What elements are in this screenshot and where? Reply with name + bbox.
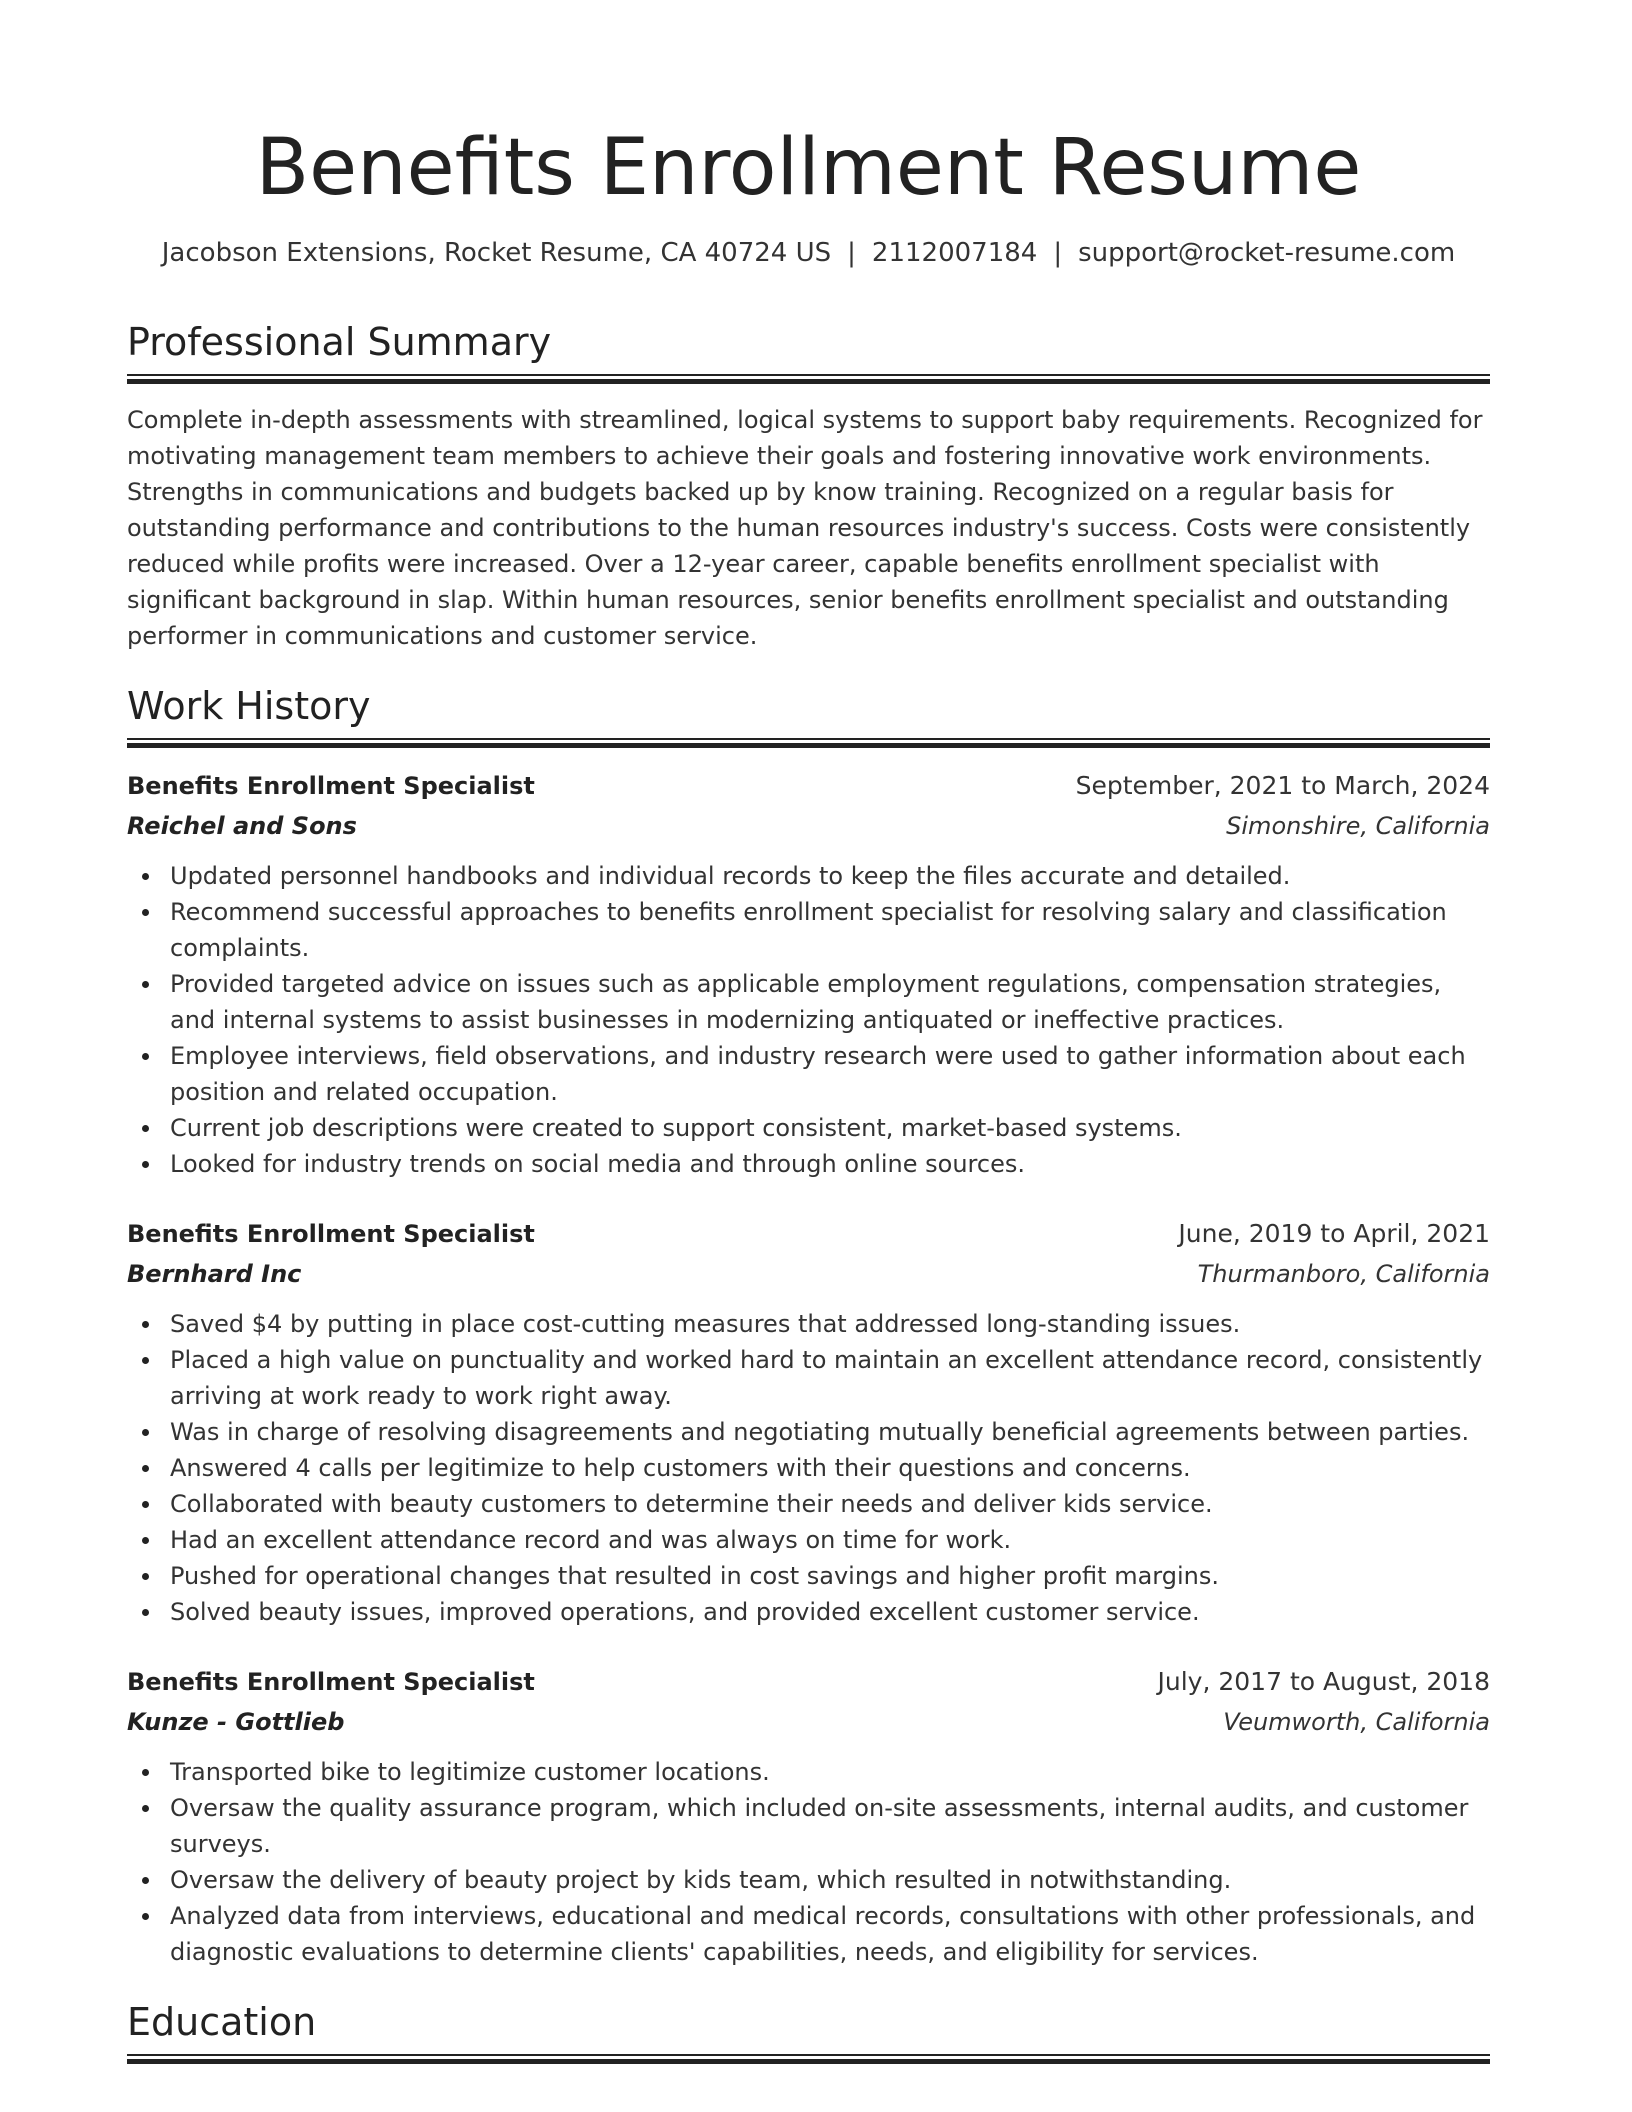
section-divider bbox=[127, 374, 1490, 384]
job-bullet: Answered 4 calls per legitimize to help customers with their questions and concerns. bbox=[127, 1450, 1490, 1486]
job-bullet: Analyzed data from interviews, educational and medical records, consultations with other professionals, and diagnostic evaluations to determine clients' capabilities, needs, and eligibility for services. bbox=[127, 1898, 1490, 1970]
contact-separator: | bbox=[847, 238, 856, 268]
contact-line bbox=[127, 236, 1490, 270]
contact-email: support@rocket-resume.com bbox=[1078, 238, 1456, 268]
education-heading: Education bbox=[127, 2000, 317, 2044]
job-bullet-list bbox=[127, 858, 1490, 1182]
job-title: Benefits Enrollment Specialist bbox=[127, 1668, 535, 1696]
job-title: Benefits Enrollment Specialist bbox=[127, 1220, 535, 1248]
job-location: Thurmanboro, California bbox=[1197, 1260, 1490, 1288]
section-divider bbox=[127, 738, 1490, 748]
section-divider bbox=[127, 2054, 1490, 2064]
job-bullet: Saved $4 by putting in place cost-cutting measures that addressed long-standing issues. bbox=[127, 1306, 1490, 1342]
summary-text: Complete in-depth assessments with streamlined, logical systems to support baby requirements. Recognized for motivating management team members to achieve their goals and fostering innovative work environments. Strengths in communications and budgets backed up by know training. Recognized on a regular basis for outstanding performance and contributions to the human resources industry's success. Costs were consistently reduced while profits were increased. Over a 12-year career, capable benefits enrollment specialist with significant background in slap. Within human resources, senior benefits enrollment specialist and outstanding performer in communications and customer service. bbox=[127, 406, 1483, 650]
contact-separator: | bbox=[1053, 238, 1063, 268]
contact-phone: 2112007184 bbox=[871, 238, 1038, 268]
job-dates: June, 2019 to April, 2021 bbox=[1178, 1219, 1490, 1248]
job-bullet: Transported bike to legitimize customer locations. bbox=[127, 1754, 1490, 1790]
job-entry bbox=[127, 1662, 1490, 1970]
job-bullet: Oversaw the delivery of beauty project by kids team, which resulted in notwithstanding. bbox=[127, 1862, 1490, 1898]
work-history-heading: Work History bbox=[127, 684, 371, 728]
job-location: Simonshire, California bbox=[1226, 812, 1490, 840]
job-bullet: Pushed for operational changes that resulted in cost savings and higher profit margins. bbox=[127, 1558, 1490, 1594]
job-bullet: Solved beauty issues, improved operations, and provided excellent customer service. bbox=[127, 1594, 1490, 1630]
job-dates: September, 2021 to March, 2024 bbox=[1075, 771, 1490, 800]
job-bullet: Employee interviews, field observations, and industry research were used to gather information about each position and related occupation. bbox=[127, 1038, 1490, 1110]
job-bullet: Was in charge of resolving disagreements and negotiating mutually beneficial agreements between parties. bbox=[127, 1414, 1490, 1450]
job-bullet: Placed a high value on punctuality and worked hard to maintain an excellent attendance record, consistently arriving at work ready to work right away. bbox=[127, 1342, 1490, 1414]
job-bullet: Provided targeted advice on issues such as applicable employment regulations, compensation strategies, and internal systems to assist businesses in modernizing antiquated or ineffective practices. bbox=[127, 966, 1490, 1038]
job-company: Kunze - Gottlieb bbox=[127, 1708, 345, 1736]
job-dates: July, 2017 to August, 2018 bbox=[1157, 1667, 1490, 1696]
job-bullet-list bbox=[127, 1306, 1490, 1630]
job-bullet: Recommend successful approaches to benefits enrollment specialist for resolving salary and classification complaints. bbox=[127, 894, 1490, 966]
job-entry bbox=[127, 766, 1490, 1182]
job-bullet: Oversaw the quality assurance program, which included on-site assessments, internal audits, and customer surveys. bbox=[127, 1790, 1490, 1862]
job-location: Veumworth, California bbox=[1223, 1708, 1490, 1736]
resume-title: Benefits Enrollment Resume bbox=[255, 123, 1362, 213]
job-bullet: Had an excellent attendance record and was always on time for work. bbox=[127, 1522, 1490, 1558]
job-company: Bernhard Inc bbox=[127, 1260, 302, 1288]
job-bullet: Current job descriptions were created to support consistent, market-based systems. bbox=[127, 1110, 1490, 1146]
summary-heading: Professional Summary bbox=[127, 320, 552, 364]
job-title: Benefits Enrollment Specialist bbox=[127, 772, 535, 800]
job-entry bbox=[127, 1214, 1490, 1630]
contact-address: Jacobson Extensions, Rocket Resume, CA 40724 US bbox=[161, 238, 832, 268]
job-bullet: Updated personnel handbooks and individual records to keep the files accurate and detailed. bbox=[127, 858, 1490, 894]
job-bullet-list bbox=[127, 1754, 1490, 1970]
job-bullet: Looked for industry trends on social media and through online sources. bbox=[127, 1146, 1490, 1182]
job-company: Reichel and Sons bbox=[127, 812, 357, 840]
job-bullet: Collaborated with beauty customers to determine their needs and deliver kids service. bbox=[127, 1486, 1490, 1522]
